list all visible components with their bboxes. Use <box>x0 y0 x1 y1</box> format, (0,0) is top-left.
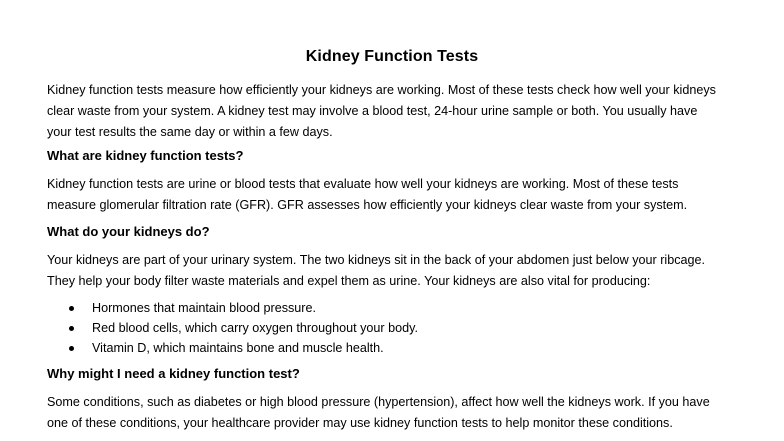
what-do-line-2: They help your body filter waste materials and expel them as urine. Your kidneys are also vital for producing: <box>47 274 651 288</box>
list-item <box>47 338 418 358</box>
why-might-line-2: one of these conditions, your healthcare provider may use kidney function tests to help monitor these conditions. <box>47 416 673 430</box>
section-paragraph-what-are <box>47 174 747 216</box>
list-item-text: Hormones that maintain blood pressure. <box>92 301 317 315</box>
section-paragraph-why-might <box>47 392 747 434</box>
section-paragraph-what-do <box>47 250 747 292</box>
section-heading-what-do: What do your kidneys do? <box>47 224 210 239</box>
what-are-line-2: measure glomerular filtration rate (GFR). GFR assesses how efficiently your kidneys clear waste from your system. <box>47 198 688 212</box>
list-item <box>47 318 418 338</box>
intro-line-1: Kidney function tests measure how efficiently your kidneys are working. Most of these tests check how well your kidneys <box>47 83 716 97</box>
document-title: Kidney Function Tests <box>305 48 479 65</box>
intro-line-2: clear waste from your system. A kidney test may involve a blood test, 24-hour urine sample or both. You usually have <box>47 104 698 118</box>
bullet-icon <box>69 306 74 311</box>
bullet-icon <box>69 346 74 351</box>
bullet-icon <box>69 326 74 331</box>
why-might-line-1: Some conditions, such as diabetes or high blood pressure (hypertension), affect how well the kidneys work. If you have <box>47 395 710 409</box>
list-item <box>47 298 418 318</box>
what-are-line-1: Kidney function tests are urine or blood tests that evaluate how well your kidneys are working. Most of these tests <box>47 177 679 191</box>
intro-paragraph <box>47 80 747 143</box>
intro-line-3: your test results the same day or within a few days. <box>47 125 333 139</box>
section-heading-what-are: What are kidney function tests? <box>47 148 244 163</box>
list-item-text: Red blood cells, which carry oxygen throughout your body. <box>92 321 418 335</box>
kidney-functions-list <box>47 298 418 358</box>
list-item-text: Vitamin D, which maintains bone and muscle health. <box>92 341 384 355</box>
what-do-line-1: Your kidneys are part of your urinary system. The two kidneys sit in the back of your abdomen just below your ribcage. <box>47 253 706 267</box>
section-heading-why-might: Why might I need a kidney function test? <box>47 366 300 381</box>
